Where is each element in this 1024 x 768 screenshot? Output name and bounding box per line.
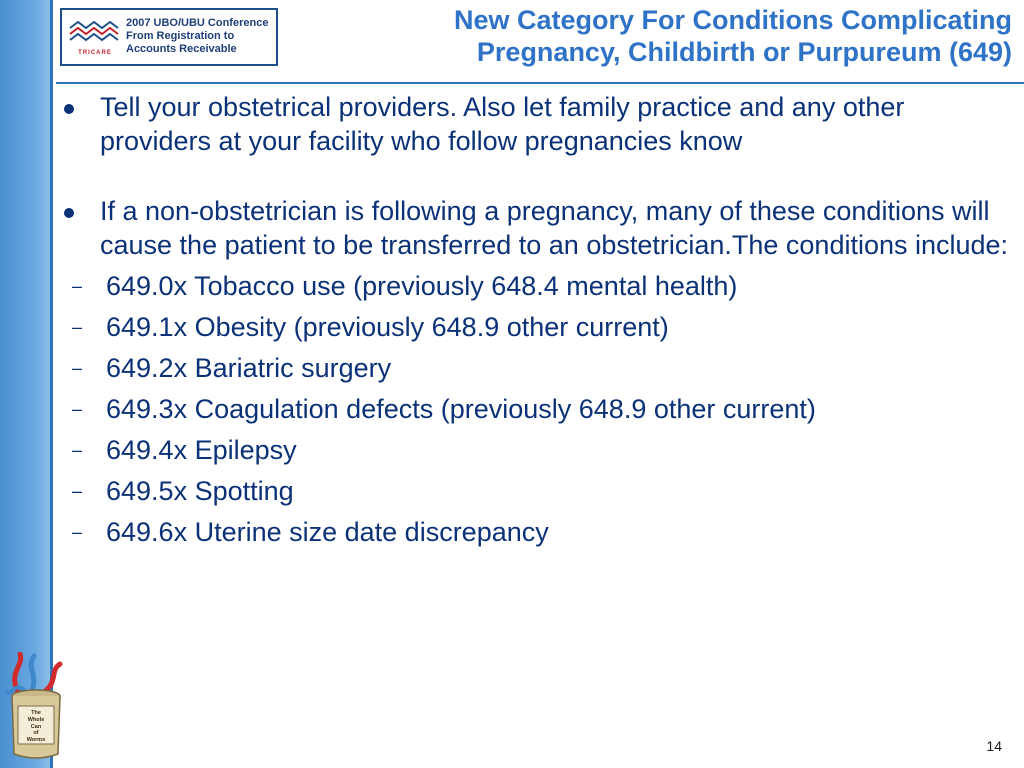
condition-text: 649.0x Tobacco use (previously 648.4 mental health) [106,271,738,301]
condition-item [60,352,1015,385]
page-number: 14 [986,738,1002,754]
bullet-item [60,194,1015,262]
bullet-dot-icon [64,208,74,218]
dash-icon: – [72,522,83,542]
bullet-text: If a non-obstetrician is following a pregnancy, many of these conditions will cause the patient to be transferred to an obstetrician.The conditions include: [100,196,1009,260]
logo-text [126,17,276,56]
dash-icon: – [72,481,83,501]
can-label-line: Whole [27,717,45,723]
can-label-line: of [33,730,39,736]
condition-text: 649.5x Spotting [106,476,294,506]
condition-item [60,311,1015,344]
logo-brand: TRICARE [78,50,112,56]
condition-item [60,516,1015,549]
slide-title-line-1: New Category For Conditions Complicating [453,5,1012,35]
condition-text: 649.2x Bariatric surgery [106,353,392,383]
slide-title [312,4,1012,68]
condition-text: 649.1x Obesity (previously 648.9 other current) [106,312,669,342]
dash-icon: – [72,440,83,460]
condition-item [60,434,1015,467]
dash-icon: – [72,317,83,337]
dash-icon: – [72,276,83,296]
bullet-dot-icon [64,104,74,114]
condition-text: 649.4x Epilepsy [106,435,297,465]
condition-item [60,475,1015,508]
logo-line-1: 2007 UBO/UBU Conference [126,17,269,29]
dash-icon: – [72,399,83,419]
can-label-line: The [31,710,41,716]
condition-list [60,270,1015,549]
can-of-worms-icon [4,652,68,764]
condition-item [60,270,1015,303]
bullet-text: Tell your obstetrical providers. Also let family practice and any other providers at your facility who follow pregnancies know [100,92,905,156]
slide-title-line-2: Pregnancy, Childbirth or Purpureum (649) [476,37,1012,67]
condition-text: 649.6x Uterine size date discrepancy [106,517,549,547]
condition-text: 649.3x Coagulation defects (previously 648.9 other current) [106,394,816,424]
can-label-line: Can [30,724,42,730]
slide-body [60,90,1015,557]
tricare-flag-icon [68,18,122,58]
condition-item [60,393,1015,426]
logo-line-2: From Registration to [126,30,235,42]
can-label-line: Worms [26,737,46,743]
logo-line-3: Accounts Receivable [126,43,237,55]
bullet-item [60,90,1015,158]
dash-icon: – [72,358,83,378]
title-divider [56,82,1024,84]
conference-logo [60,8,278,66]
